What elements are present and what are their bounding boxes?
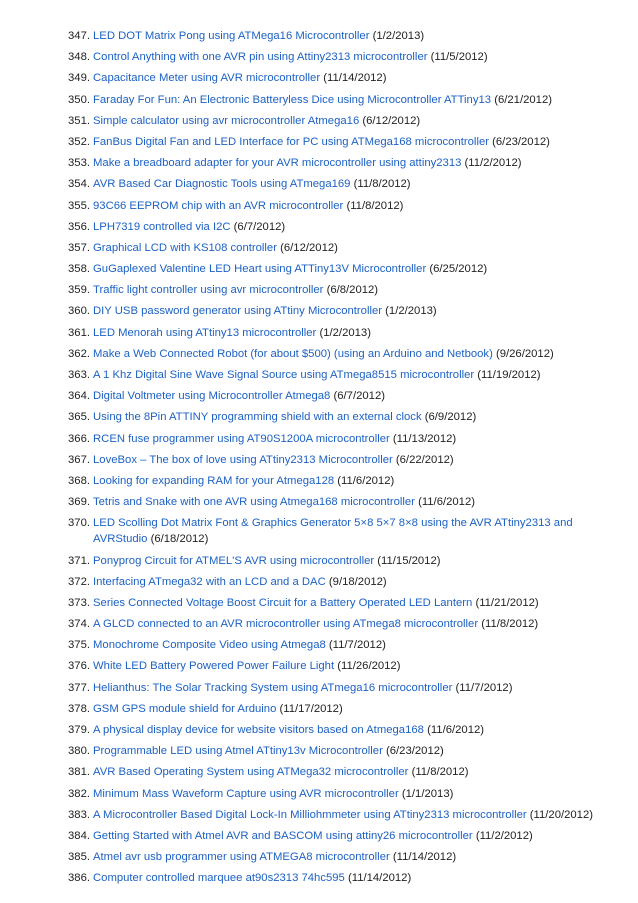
project-link[interactable]: Make a Web Connected Robot (for about $500) (using an Arduino and Netbook) [93, 347, 493, 360]
item-number: 356. [68, 220, 90, 233]
project-link[interactable]: Faraday For Fun: An Electronic Batteryless Dice using Microcontroller ATTiny13 [93, 93, 492, 106]
project-link[interactable]: DIY USB password generator using ATtiny Microcontroller [93, 305, 383, 318]
project-link[interactable]: LED DOT Matrix Pong using ATMega16 Microcontroller [93, 30, 370, 42]
list-item [64, 680, 620, 696]
list-item [64, 701, 620, 717]
list-item [64, 452, 620, 468]
project-date: (11/13/2012) [392, 432, 457, 445]
list-item [64, 743, 620, 759]
project-link[interactable]: Simple calculator using avr microcontroller Atmega16 [93, 114, 360, 127]
project-link[interactable]: Digital Voltmeter using Microcontroller Atmega8 [93, 390, 331, 403]
list-item [64, 595, 620, 611]
project-date: (11/17/2012) [279, 702, 343, 715]
project-link[interactable]: A GLCD connected to an AVR microcontroller using ATmega8 microcontroller [93, 618, 479, 631]
project-date: (11/14/2012) [347, 872, 412, 885]
project-link[interactable]: Looking for expanding RAM for your Atmega128 [93, 474, 335, 487]
project-link[interactable]: FanBus Digital Fan and LED Interface for PC using ATMega168 microcontroller [93, 135, 489, 148]
project-date: (1/1/2013) [401, 787, 454, 800]
item-number: 363. [68, 369, 90, 381]
item-number: 384. [68, 829, 90, 842]
list-item [64, 198, 620, 214]
project-link[interactable]: GSM GPS module shield for Arduino [93, 702, 277, 715]
project-date: (11/6/2012) [418, 496, 476, 509]
project-date: (6/22/2012) [395, 453, 454, 466]
item-number: 349. [68, 72, 90, 85]
item-number: 370. [68, 517, 90, 530]
project-link[interactable]: AVR Based Operating System using ATMega32 microcontroller [93, 766, 409, 779]
item-number: 386. [68, 872, 90, 885]
project-date: (6/12/2012) [280, 241, 338, 254]
project-link[interactable]: AVR Based Car Diagnostic Tools using ATmega169 [93, 178, 351, 191]
item-number: 353. [68, 157, 90, 170]
item-number: 381. [68, 766, 90, 779]
item-number: 354. [68, 178, 90, 191]
project-link[interactable]: Series Connected Voltage Boost Circuit for a Battery Operated LED Lantern [93, 596, 473, 609]
item-number: 351. [68, 114, 90, 127]
project-date: (11/14/2012) [392, 851, 457, 864]
item-number: 368. [68, 474, 90, 487]
project-date: (11/26/2012) [337, 660, 401, 673]
item-number: 383. [68, 808, 90, 821]
project-link[interactable]: White LED Battery Powered Power Failure Light [93, 660, 335, 673]
project-date: (9/18/2012) [328, 575, 387, 588]
project-link[interactable]: A Microcontroller Based Digital Lock-In Milliohmmeter using ATtiny2313 microcontroller [93, 808, 527, 821]
list-item [64, 49, 620, 65]
project-link[interactable]: Traffic light controller using avr microcontroller [93, 284, 324, 297]
item-number: 378. [68, 702, 90, 715]
project-link[interactable]: Programmable LED using Atmel ATtiny13v Microcontroller [93, 745, 383, 758]
item-number: 348. [68, 51, 90, 64]
project-date: (6/9/2012) [424, 411, 477, 424]
project-link[interactable]: GuGaplexed Valentine LED Heart using ATTiny13V Microcontroller [93, 263, 427, 276]
project-link[interactable]: Minimum Mass Waveform Capture using AVR microcontroller [93, 787, 399, 800]
list-item [64, 807, 620, 823]
list-item [64, 92, 620, 108]
list-item [64, 70, 620, 86]
item-number: 359. [68, 284, 90, 297]
item-number: 382. [68, 787, 90, 800]
project-date: (11/19/2012) [477, 369, 541, 381]
item-number: 361. [68, 326, 90, 339]
list-item [64, 473, 620, 489]
project-date: (11/7/2012) [455, 681, 513, 694]
project-link[interactable]: LED Menorah using ATtiny13 microcontroller [93, 326, 317, 339]
list-item [64, 828, 620, 844]
project-link[interactable]: Graphical LCD with KS108 controller [93, 241, 277, 254]
project-link[interactable]: 93C66 EEPROM chip with an AVR microcontroller [93, 199, 344, 212]
list-item [64, 240, 620, 256]
project-link[interactable]: RCEN fuse programmer using AT90S1200A microcontroller [93, 432, 390, 445]
project-link[interactable]: Tetris and Snake with one AVR using Atmega168 microcontroller [93, 496, 415, 509]
project-date: (6/8/2012) [326, 284, 379, 297]
list-item [64, 574, 620, 590]
project-date: (11/8/2012) [481, 618, 539, 631]
list-item [64, 553, 620, 569]
item-number: 358. [68, 263, 90, 276]
list-item [64, 658, 620, 674]
project-date: (9/26/2012) [495, 347, 554, 360]
project-link[interactable]: Atmel avr usb programmer using ATMEGA8 microcontroller [93, 851, 390, 864]
project-date: (6/18/2012) [150, 533, 209, 546]
project-date: (11/8/2012) [411, 766, 469, 779]
item-number: 355. [68, 199, 90, 212]
list-item [64, 113, 620, 129]
project-date: (11/2/2012) [464, 157, 522, 170]
item-number: 367. [68, 453, 90, 466]
project-date: (6/23/2012) [492, 135, 550, 148]
item-number: 373. [68, 596, 90, 609]
list-item [64, 346, 620, 362]
project-date: (11/21/2012) [475, 596, 539, 609]
item-number: 352. [68, 135, 90, 148]
project-link[interactable]: Helianthus: The Solar Tracking System using ATmega16 microcontroller [93, 681, 453, 694]
project-link[interactable]: Computer controlled marquee at90s2313 74hc595 [93, 872, 345, 885]
list-item [64, 637, 620, 653]
list-item [64, 786, 620, 802]
project-list [64, 28, 620, 892]
item-number: 380. [68, 745, 90, 758]
item-number: 385. [68, 851, 90, 864]
list-item [64, 219, 620, 235]
list-item [64, 515, 620, 547]
item-number: 376. [68, 660, 90, 673]
project-date: (11/20/2012) [529, 808, 594, 821]
list-item [64, 764, 620, 780]
project-date: (6/25/2012) [429, 263, 488, 276]
project-link[interactable]: A physical display device for website visitors based on Atmega168 [93, 724, 424, 736]
item-number: 357. [68, 241, 90, 254]
project-link[interactable]: Monochrome Composite Video using Atmega8 [93, 639, 326, 652]
list-item [64, 282, 620, 298]
item-number: 347. [68, 30, 90, 42]
project-link[interactable]: Capacitance Meter using AVR microcontroller [93, 72, 321, 85]
project-date: (11/6/2012) [427, 724, 485, 736]
project-date: (11/8/2012) [353, 178, 411, 191]
list-item [64, 494, 620, 510]
list-item [64, 325, 620, 341]
item-number: 360. [68, 305, 90, 318]
list-item [64, 409, 620, 425]
list-item [64, 28, 620, 44]
item-number: 377. [68, 681, 90, 694]
project-date: (11/8/2012) [346, 199, 404, 212]
list-item [64, 722, 620, 738]
project-date: (1/2/2013) [372, 30, 425, 42]
project-link[interactable]: Interfacing ATmega32 with an LCD and a DAC [93, 575, 326, 588]
project-link[interactable]: Control Anything with one AVR pin using Attiny2313 microcontroller [93, 51, 428, 64]
project-link[interactable]: Getting Started with Atmel AVR and BASCOM using attiny26 microcontroller [93, 829, 473, 842]
item-number: 365. [68, 411, 90, 424]
list-item [64, 431, 620, 447]
list-item [64, 367, 620, 383]
project-date: (6/21/2012) [494, 93, 552, 106]
list-item [64, 261, 620, 277]
item-number: 362. [68, 347, 90, 360]
list-item [64, 303, 620, 319]
list-item [64, 870, 620, 886]
item-number: 372. [68, 575, 90, 588]
project-link[interactable]: LED Scolling Dot Matrix Font & Graphics Generator 5×8 5×7 8×8 using the AVR ATtiny2313 and AVRStudio [93, 517, 573, 546]
project-date: (11/6/2012) [337, 474, 395, 487]
project-link[interactable]: A 1 Khz Digital Sine Wave Signal Source using ATmega8515 microcontroller [93, 369, 475, 381]
item-number: 366. [68, 432, 90, 445]
project-date: (6/12/2012) [362, 114, 421, 127]
list-item [64, 155, 620, 171]
list-item [64, 616, 620, 632]
list-item [64, 849, 620, 865]
list-item [64, 134, 620, 150]
project-date: (11/2/2012) [475, 829, 533, 842]
item-number: 371. [68, 554, 90, 567]
project-date: (1/2/2013) [385, 305, 437, 318]
project-date: (6/7/2012) [333, 390, 385, 403]
project-link[interactable]: Make a breadboard adapter for your AVR microcontroller using attiny2313 [93, 157, 462, 170]
item-number: 350. [68, 93, 90, 106]
project-link[interactable]: LoveBox – The box of love using ATtiny2313 Microcontroller [93, 453, 393, 466]
project-date: (11/5/2012) [430, 51, 488, 64]
project-link[interactable]: LPH7319 controlled via I2C [93, 220, 231, 233]
item-number: 375. [68, 639, 90, 652]
project-date: (11/7/2012) [328, 639, 386, 652]
project-date: (6/23/2012) [386, 745, 444, 758]
project-link[interactable]: Using the 8Pin ATTINY programming shield with an external clock [93, 411, 422, 424]
item-number: 364. [68, 390, 90, 403]
project-link[interactable]: Ponyprog Circuit for ATMEL'S AVR using microcontroller [93, 554, 375, 567]
list-item [64, 176, 620, 192]
project-date: (11/14/2012) [323, 72, 387, 85]
project-date: (1/2/2013) [319, 326, 371, 339]
item-number: 374. [68, 618, 90, 631]
item-number: 379. [68, 724, 90, 736]
project-date: (11/15/2012) [377, 554, 441, 567]
project-date: (6/7/2012) [233, 220, 286, 233]
item-number: 369. [68, 496, 90, 509]
list-item [64, 388, 620, 404]
